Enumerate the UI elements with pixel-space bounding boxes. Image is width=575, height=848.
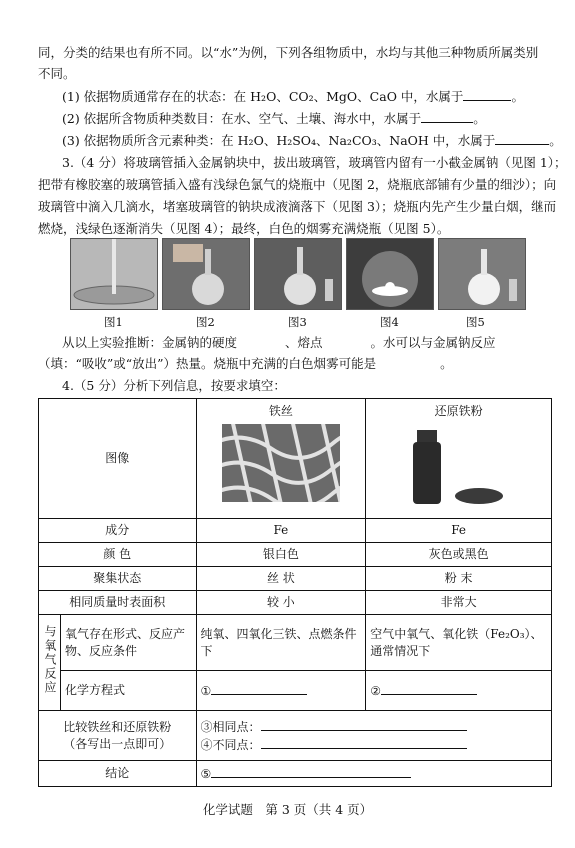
answer-cell: ⑤ xyxy=(196,761,552,787)
cell-value: 非常大 xyxy=(366,591,552,615)
row-label: 比较铁丝和还原铁粉 （各写出一点即可） xyxy=(39,711,197,761)
q3-line-2: 把带有橡胶塞的玻璃管插入盛有浅绿色氯气的烧瓶中（见图 2，烧瓶底部铺有少量的细沙）；向 xyxy=(38,177,557,192)
iron-wire-cell xyxy=(196,399,366,519)
para-line-2: 不同。 xyxy=(38,66,76,81)
row-label: 颜 色 xyxy=(39,543,197,567)
question-1: (1) 依据物质通常存在的状态：在 H₂O、CO₂、MgO、CaO 中，水属于 。 xyxy=(62,89,524,104)
page-footer: 化学试题 第 3 页（共 4 页） xyxy=(202,802,373,817)
answer-blank[interactable] xyxy=(211,765,411,778)
iron-comparison-table xyxy=(38,398,552,787)
q3-line-1: 3.（4 分）将玻璃管插入金属钠块中，拔出玻璃管，玻璃管内留有一小截金属钠（见图 1）； xyxy=(62,155,567,170)
column-header: 还原铁粉 xyxy=(434,404,483,418)
row-label: 成分 xyxy=(39,519,197,543)
experiment-photos xyxy=(70,238,530,310)
figure-caption: 图3 xyxy=(288,315,307,329)
row-label: 图像 xyxy=(39,399,197,519)
figure-caption: 图2 xyxy=(196,315,215,329)
cell-value: 粉 末 xyxy=(366,567,552,591)
answer-blank[interactable] xyxy=(237,335,285,347)
row-group-label: 与氧气反应 xyxy=(39,615,61,711)
answer-blank[interactable] xyxy=(261,718,467,731)
table-row xyxy=(39,399,552,519)
answer-blank[interactable] xyxy=(421,110,473,123)
q3-conclusion-1: 从以上实验推断：金属钠的硬度 、熔点 。水可以与金属钠反应 xyxy=(62,335,496,350)
answer-cell: ② xyxy=(366,671,552,711)
answer-cell: ① xyxy=(196,671,366,711)
para-line-1: 同，分类的结果也有所不同。以“水”为例，下列各组物质中，水均与其他三种物质所属类别 xyxy=(38,45,539,60)
row-label: 氧气存在形式、反应产物、反应条件 xyxy=(60,615,196,671)
answer-blank[interactable] xyxy=(323,335,371,347)
answer-blank[interactable] xyxy=(261,736,467,749)
column-header: 铁丝 xyxy=(268,404,293,418)
row-label: 聚集状态 xyxy=(39,567,197,591)
row-label: 相同质量时表面积 xyxy=(39,591,197,615)
answer-blank[interactable] xyxy=(211,682,307,695)
answer-blank[interactable] xyxy=(495,132,549,145)
answer-blank[interactable] xyxy=(463,88,511,101)
q4-intro: 4.（5 分）分析下列信息，按要求填空： xyxy=(62,378,286,393)
table-row xyxy=(39,761,552,787)
table-row xyxy=(39,711,552,761)
q3-conclusion-2: （填：“吸收”或“放出”）热量。烧瓶中充满的白色烟雾可能是 。 xyxy=(38,356,453,371)
figure-caption: 图1 xyxy=(104,315,123,329)
cell-value: 空气中氧气、氧化铁（Fe₂O₃）、通常情况下 xyxy=(366,615,552,671)
cell-value: 纯氧、四氧化三铁、点燃条件下 xyxy=(196,615,366,671)
table-row xyxy=(39,615,552,671)
question-2: (2) 依据所含物质种类数目：在水、空气、土壤、海水中，水属于 。 xyxy=(62,111,486,126)
cell-value: 灰色或黑色 xyxy=(366,543,552,567)
photo-sodium-tube xyxy=(70,238,158,310)
question-3: (3) 依据物质所含元素种类：在 H₂O、H₂SO₄、Na₂CO₃、NaOH 中，水属于 。 xyxy=(62,133,562,148)
photo-burning xyxy=(346,238,434,310)
figure-caption: 图5 xyxy=(466,315,485,329)
table-row xyxy=(39,567,552,591)
q3-line-4: 燃烧，浅绿色逐渐消失（见图 4）；最终，白色的烟雾充满烧瓶（见图 5）。 xyxy=(38,221,450,236)
photo-white-fumes xyxy=(438,238,526,310)
answer-blank[interactable] xyxy=(376,356,440,368)
iron-wire-image xyxy=(222,424,340,502)
table-row xyxy=(39,591,552,615)
figure-caption: 图4 xyxy=(380,315,399,329)
answer-blank[interactable] xyxy=(381,682,477,695)
row-label: 结论 xyxy=(39,761,197,787)
cell-value: Fe xyxy=(196,519,366,543)
iron-powder-cell xyxy=(366,399,552,519)
table-row xyxy=(39,519,552,543)
iron-powder-image xyxy=(409,424,509,506)
cell-value: 丝 状 xyxy=(196,567,366,591)
q3-line-3: 玻璃管中滴入几滴水，堵塞玻璃管的钠块成液滴落下（见图 3）；烧瓶内先产生少量白烟，继而 xyxy=(38,199,557,214)
table-row xyxy=(39,543,552,567)
cell-value: Fe xyxy=(366,519,552,543)
row-label: 化学方程式 xyxy=(60,671,196,711)
cell-value: 较 小 xyxy=(196,591,366,615)
table-row xyxy=(39,671,552,711)
photo-flask-drop xyxy=(254,238,342,310)
cell-value: 银白色 xyxy=(196,543,366,567)
answer-cell: ③相同点： ④不同点： xyxy=(196,711,552,761)
photo-flask-stopper xyxy=(162,238,250,310)
